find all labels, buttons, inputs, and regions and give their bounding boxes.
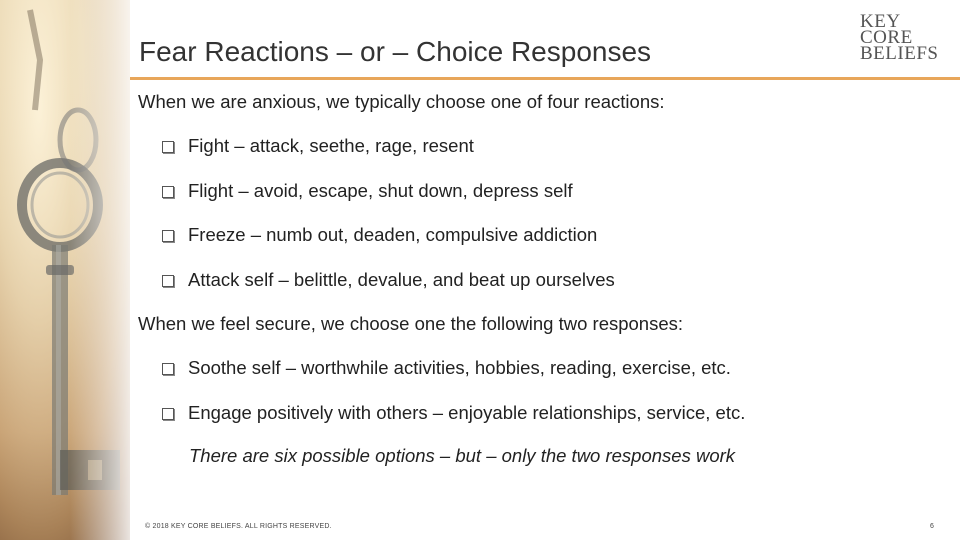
list-item-text: Freeze – numb out, deaden, compulsive addiction [188,224,598,245]
list-item-text: Soothe self – worthwhile activities, hobbies, reading, exercise, etc. [188,357,731,378]
summary-note: There are six possible options – but – only the two responses work [189,445,736,466]
checkbox-bullet-icon [162,186,174,198]
list-item-text: Flight – avoid, escape, shut down, depress self [188,180,573,201]
list-item-text: Engage positively with others – enjoyable relationships, service, etc. [188,402,746,423]
list-item-text: Fight – attack, seethe, rage, resent [188,135,474,156]
secure-intro: When we feel secure, we choose one the following two responses: [138,313,684,334]
logo-line-2: CORE [860,27,913,48]
checkbox-bullet-icon [162,141,174,153]
checkbox-bullet-icon [162,408,174,420]
page-number: 6 [930,523,934,530]
logo-line-1: KEY [860,11,901,32]
list-item-text: Attack self – belittle, devalue, and beat up ourselves [188,269,615,290]
page-title: Fear Reactions – or – Choice Responses [139,36,652,67]
logo-line-3: BELIEFS [860,43,939,64]
brand-logo [860,11,950,64]
copyright-footer: © 2018 KEY CORE BELIEFS. ALL RIGHTS RESERVED. [145,523,332,530]
checkbox-bullet-icon [162,275,174,287]
title-divider [130,77,960,80]
checkbox-bullet-icon [162,363,174,375]
checkbox-bullet-icon [162,230,174,242]
fear-intro: When we are anxious, we typically choose one of four reactions: [138,91,665,112]
vintage-key-image [0,0,130,540]
